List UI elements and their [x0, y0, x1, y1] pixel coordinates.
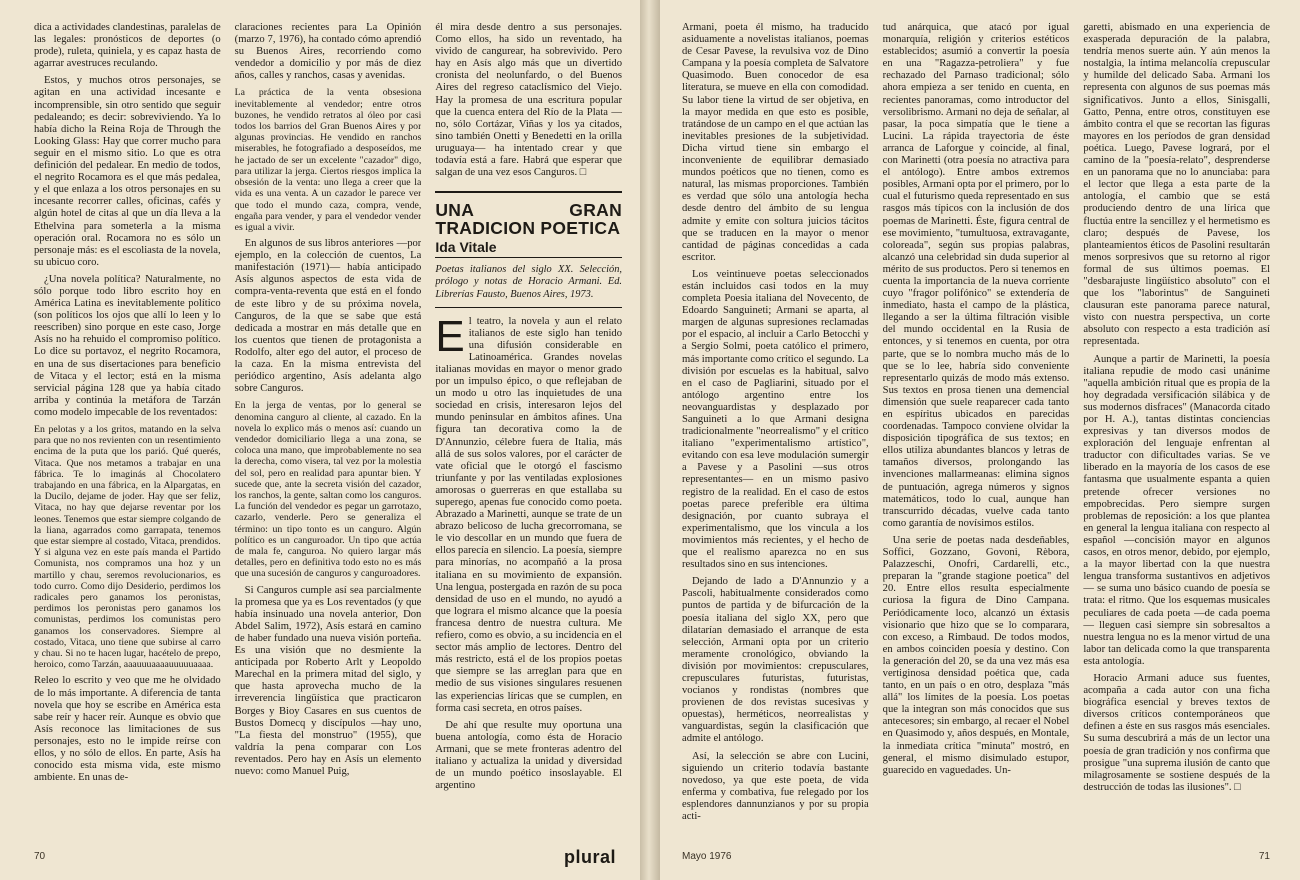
- article-author: Ida Vitale: [435, 241, 622, 258]
- paragraph: Estos, y muchos otros personajes, se agitan en una actividad incesante e incomprensible, sin otro sentido que seguir pedaleando; es decir: sobreviviendo. Ya lo había dicho la Reina Roja de Through the Looking Glass: Hay que correr mucho para seguir en el mismo sitio. Lo que es otra definición del pedalear. En medio de todos, el negrito Rocamora es el que más pedalea, y el que enlaza a los otros personajes en su incesante recorrer calles, oficinas, cafés y algún hotel de citas al que un día lleva a la Ethelvina para someterla a la misma operación oral. Rocamora no es sólo un personaje más: es el escoliasta de la novela, su ubicuo coro.: [34, 75, 221, 268]
- paragraph: tud anárquica, que atacó por igual monarquía, religión y criterios estéticos establecidos; asumió a convertir la poesía en una "Ragazza-petroliera" y fue rechazado del Parnaso tradicional; sólo ahora empieza a ser tenido en cuenta, en recientes panoramas, como introductor del versolibrismo. Armani no deja de señalar, al pasar, la poca simpatía que le tiene a Lucini. La rápida trayectoria de éste arranca de Laforgue y coincide, al final, con Marinetti (otra poesía no atractiva para el antólogo). Entre ambos extremos posibles, Armani opta por el primero, por lo cual el futurismo queda representado en sus rasgos más típicos con la inclusión de dos poemas de Marinetti. Éste, figura central de ese movimiento, "tumultuosa, extravagante, coloreada", según sus propias palabras, alcanzó una celebridad sin duda superior al mérito de sus productos. Pero si tenemos en cuenta la importancia de la nueva corriente cuyo "fragor polifónico" se extendería de inmediato, hasta el campo de la plástica, llegando a ser la última filtración visible del mundo occidental en la Rusia de entonces, y si tenemos en cuenta, por otra parte, que se lo nombra mucho más de lo que se lo lee, habría sido conveniente representarlo quizás de modo más extenso. Sus textos en prosa tienen una demencial dimensión que suele reaparecer cada tanto en espíritus ubicados en parecidas coordenadas. Tampoco conviene olvidar la disposición tipográfica de sus textos; en ellos utiliza abundantes blancos y letras de tamaños diversos, prolongando las invenciones mallarmeanas: elimina signos de puntuación, agrega números y signos matemáticos, todo lo cual, aunque han transcurrido décadas, vuelve cada tanto como garantía de novísimos estilos.: [882, 22, 1070, 529]
- paragraph: dica a actividades clandestinas, paralelas de las legales: pronósticos de deportes (o prode), ruleta, quiniela, y es capaz hasta de agarrar avestruces reculando.: [34, 22, 221, 70]
- block-quote: En pelotas y a los gritos, matando en la selva para que no nos revienten con un resentimiento encima de la puta que los parió. Qué querés, Vitaca. Que nos metamos a trabajar en una fábrica. Te lo imaginás al Chocolatero trabajando en una fábrica, en la Alpargatas, en la Ducilo, dejame de joder. Hay que ser feliz, Vitaca, no hay que dejarse reventar por los leones. Tenemos que estar siempre colgando de la liana, agarrados como garrapata, tenemos que estar siempre al costado, Vitaca, prendidos. Y si alguna vez en este país manda el Partido Comunista, nos compramos una hoz y un martillo y chau, seremos revolucionarios, es todo curro. Como dijo Desiderio, perdimos los radicales pero ganamos los peronistas, perdimos los peronistas pero ganamos los comunistas, perdimos los comunistas pero ganamos los conservadores. Siempre al costado, Vitaca, uno tiene que subirse al carro y chau. Si no te hacen lugar, hacételo de prepo, heroico, como Tarzán, aaauuuaaaauuuuuaaaa.: [34, 424, 221, 671]
- page-number-left: 70: [34, 851, 46, 862]
- paragraph: Releo lo escrito y veo que me he olvidado de lo más importante. A diferencia de tanta novela que hoy se escribe en América esta sabe reír y hacer reír. Aunque es obvio que Asís reconoce las limitaciones de sus personajes, esto no le impide reírse con ellos, y no sólo de ellos. En parte, Asís ha conocido esta misma vida, este mismo ambiente. En unas de-: [34, 675, 221, 784]
- paragraph: En algunos de sus libros anteriores —por ejemplo, en la colección de cuentos, La manifestación (1971)— había anticipado Asís algunos aspectos de esta vida de compra-venta-reventa que está en el fondo de este libro y de su próxima novela, Canguros, de la que se sabe que está dedicada a mostrar en más detalle que en los cuentos que tienen de protagonista a Rodolfo, alter ego del autor, el proceso de la caza. En la misma entrevista del periódico argentino, Asís adelanta algo sobre Canguros.: [234, 238, 422, 395]
- book-gutter: [640, 0, 660, 880]
- left-column-1: [34, 22, 221, 822]
- article-heading: UNA GRAN TRADICION POETICA: [435, 191, 622, 237]
- left-column-2: [235, 22, 422, 822]
- paragraph: Horacio Armani aduce sus fuentes, acompaña a cada autor con una ficha biográfica esencial y breves textos de diversos críticos contemporáneos que definen a éste en sus rasgos más esenciales. Su suma descubrirá a más de un lector una poesía de gran tradición y nos confirma que prosigue "una suprema ilusión de canto que milagrosamente se sostiene después de la destrucción de todas las ilusiones". □: [1083, 672, 1271, 793]
- right-column-2: [883, 22, 1070, 822]
- paragraph: Si Canguros cumple así sea parcialmente la promesa que ya es Los reventados (y que había insinuado una novela anterior, Don Abdel Salim, 1972), Asís estará en camino de haber fundado una nueva visión porteña. Es una visión que no desmiente la anticipada por Roberto Arlt y Leopoldo Marechal en la primera mitad del siglo, y que hasta aprovecha mucho de la irreverencia lingüística que practicaron Borges y Bioy Casares en sus cuentos de Bustos Domecq y discípulos —hay uno, "La fiesta del monstruo" (1955), que valdría la pena comparar con Los reventados. Pero hay en Asís un elemento nuevo: como Manuel Puig,: [234, 584, 422, 777]
- issue-date: Mayo 1976: [682, 851, 732, 862]
- paragraph: él mira desde dentro a sus personajes. Como ellos, ha sido un reventado, ha vivido de cangurear, ha sobrevivido. Pero hay en Asís algo más que un divertido cronista del neolunfardo, o del Buenos Aires del regreso cataclísmico del Viejo. Hay la promesa de una escritura popular que la cuenca entera del Río de la Plata —no, sólo Cortázar, Viñas y los ya citados, sino también Onetti y Benedetti en la orilla uruguaya— ha intentado crear y que todavía está a fare. Habrá que esperar que salgan de una vez esos Canguros. □: [435, 22, 623, 179]
- paragraph: garetti, abismado en una experiencia de exasperada depuración de la palabra, tendría menos suerte aún. Y aún menos la nostalgia, la íntima melancolía crepuscular y humilde del delicado Saba. Armani los representa con algunos de sus poemas más significativos. Junto a ellos, Sinisgalli, Gatto, Penna, entre otros, constituyen ese ámbito contra el que se recortan las figuras mayores en los períodos de gran densidad poética. Luego, Pavese logrará, por el camino de la "poesía-relato", desprenderse en un panorama que no lo anunciaba: para el lector que llega a esta parte de la antología, el cambio que se está produciendo dentro de una lírica que fluctúa entre la sencillez y el hermetismo es claro; después de Pavese, los planteamientos éticos de Pasolini resultarán menos sorpresivos que su retorno al rigor formal de sus últimos poemas. El "desbarajuste lingüístico absoluto" con el que los "laborintus" de Sanguineti clausuran este panorama parece natural, visto con nuestra perspectiva, un corte absoluto con respecto a esta tradición así representada.: [1083, 22, 1271, 348]
- paragraph: Dejando de lado a D'Annunzio y a Pascoli, habitualmente considerados como puntos de partida y de bifurcación de la poesía italiana del siglo XX, pero que dilatarían demasiado el arranque de esta selección, Armani opta por un criterio meramente cronológico, obviando la división por movimientos: crepusculares, crepusculares futuristas, futuristas, vocianos y rondistas (nombres que provienen de dos revistas sucesivas y opuestas), herméticos, neorrealistas y vanguardistas, según la clasificación que admite el antólogo.: [682, 576, 869, 745]
- paragraph: claraciones recientes para La Opinión (marzo 7, 1976), ha contado cómo aprendió su Buenos Aires, recorriendo como vendedor a domicilio y por más de diez años, calles y ranchos, casas y avenidas.: [234, 22, 422, 82]
- paragraph: Así, la selección se abre con Lucini, siguiendo un criterio todavía bastante novedoso, ya que este poeta, de vida enferma y combativa, fue relegado por los esplendores dannunzianos y por su propia acti-: [682, 750, 869, 822]
- right-page: [660, 0, 1300, 880]
- paragraph: ¿Una novela política? Naturalmente, no sólo porque todo libro escrito hoy en América Latina es inevitablemente político (son políticos los ojos que allí lo leen y lo reescriben) sino porque en este caso, Jorge Asís no ha rehuido el compromiso político. Lo dice su portavoz, el negrito Rocamora, en una de sus disertaciones para beneficio de Vitaca y el lector; está en la misma servicial página 128 que ya había citado arriba y continúa la metáfora de Tarzán como modelo impecable de los reventados:: [34, 273, 221, 418]
- paragraph: Los veintinueve poetas seleccionados están incluidos casi todos en la muy completa Poesia italiana del Novecento, de Edoardo Sanguineti; Armani se aparta, al margen de algunas supresiones reclamadas por el espacio, al incluir a Carlo Betocchi y a Sergio Solmi, poeta católico el primero, más importante como crítico el segundo. La división por escuelas es la habitual, salvo en el caso de Pagliarini, situado por el antólogo argentino entre los neovanguardistas y desplazado por Sanguineti a lo que Armani designa tradicionalmente "neorrealismo" y el crítico italiano "experimentalismo artístico", evitando con esa leve modulación sumergir a Pavese y a Pasolini —sus otros representantes— en un mismo pasivo registro de la realidad. En el caso de estos poetas parece preferible era última designación, por cuanto subraya el experimentalismo, que los vincula a los movimientos más recientes, y el hecho de que el realismo aparezca no en sus resultados sino en sus intenciones.: [682, 268, 869, 571]
- book-reference: Poetas italianos del siglo XX. Selección, prólogo y notas de Horacio Armani. Ed. Librerías Fausto, Buenos Aires, 1973.: [435, 264, 622, 307]
- block-quote: En la jerga de ventas, por lo general se denomina canguro al cliente, al cazado. En la novela lo explico más o menos así: cuando un vendedor domiciliario llega a una zona, se coloca una mano, que improbablemente no sea la derecha, como visera, tal vez por la molestia del sol, pero en realidad para apuntar bien. Y sucede que, ante la secreta visión del cazador, los ranchos, la gente, saltan como los canguros. La función del vendedor es pegar un garrotazo, cazarlo, venderle. Pero se generaliza el término: un tipo tonto es un canguro. Algún político es un canguroador. Un tipo que actúa de mala fe, canguroa. No quiero largar más detalles, pero en definitiva todo esto no es más que una sucesión de canguros y canguroadores.: [234, 400, 422, 580]
- paragraph: Armani, poeta él mismo, ha traducido asiduamente a novelistas italianos, poemas de Cesar Pavese, la revulsiva voz de Dino Campana y la poesía completa de Salvatore Quasimodo. Buen conocedor de esa literatura, se mueve en ella con comodidad. Su labor tiene la virtud de ser objetiva, en la mayor medida en que esto es posible, tratándose de un campo en el que actúan las inevitables presiones de la subjetividad. Dicha virtud tiene sin embargo el inconveniente de equilibrar demasiado mundos poéticos que no tienen, como es natural, las mismas proporciones. También es verdad que sólo una antología hecha desde dentro del ámbito de su lengua admite y emite con soltura juicios tácitos que se traducen en la mayor o menor cantidad de páginas concedidas a cada escritor.: [682, 22, 869, 263]
- block-quote: La práctica de la venta obsesiona inevitablemente al vendedor; entre otros buzones, he vendido retratos al óleo por casi todos los barrios del Gran Buenos Aires y por algunas provincias. He vendido en ranchos miserables, he fotografiado a desposeídos, me he jactado de ser un excelente "cazador" digo, para utilizar la jerga. Ciertos riesgos implica la obsesión de la venta: uno llega a creer que la vida es una venta. A un cazador le parece ver que todo el mundo caza, compra, vende, engaña para vender, y para el vendedor vender es igual a vivir.: [234, 87, 422, 233]
- plural-logo: plural: [563, 847, 616, 867]
- left-column-3: [435, 22, 622, 822]
- page-number-right: 71: [1258, 851, 1270, 862]
- paragraph-dropcap: El teatro, la novela y aun el relato italianos de este siglo han tenido una difusión considerable en Latinoamérica. Grandes novelas italianas movidas en mayor o menor grado por un impulso épico, o que reflejaban de un modo u otro las inquietudes de una sociedad en crisis, interesaron lejos del mundo peninsular en ámbitos afines. Una figura tan decorativa como la de D'Annunzio, célebre fuera de Italia, más allá de sus solos valores, por el carácter de vate oficial que le otorgó el fascismo triunfante y por las ventiladas explosiones amorosas o guerreras en que estallaba su superego, apenas fue conocido como poeta. Abrazado a Marinetti, aunque se trate de un abrazo belicoso de lucha grecorromana, se le vio descollar en un mundo que fuera de ellos parecía en silencio. La poesía, siempre para minorías, no acompañó a la prosa italiana en su movimiento de expansión. Una lengua, postergada en razón de su poca densidad de uso en el mundo, no ayudó a que lograra el mismo alcance que la poesía francesa dentro de nuestra cultura. Me refiero, como es obvio, a su incidencia en el sector más amplio de lectores. Dentro del más restricto, está el de los propios poetas que siempre se las arreglan para que en medio de sus visiones singulares resuenen las experiencias líricas que se cumplen, en forma casi secreta, en otros países.: [435, 311, 623, 714]
- paragraph: De ahí que resulte muy oportuna una buena antología, como ésta de Horacio Armani, que se mete fronteras adentro del italiano y actualiza la unidad y diversidad de un mundo poético insoslayable. El argentino: [435, 719, 623, 792]
- paragraph: Una serie de poetas nada desdeñables, Soffici, Gozzano, Govoni, Rèbora, Palazzeschi, Onofri, Cardarelli, etc., preparan la "grande stagione poetica" del 20. Entre ellos resulta especialmente curiosa la figura de Dino Campana. Periódicamente loco, alcanzó un éxtasis visionario que hizo que se lo comparara, con exceso, a Rimbaud. De todos modos, en ambos coinciden poesía y destino. Con la generación del 20, se da una vez más esa vertiginosa densidad poética que, cada tanto, en un país o en otro, desplaza "más allá" los límites de la poesía. Los poetas que la integran son más conocidos que sus antecesores; sin embargo, al recaer el Nobel en Quasimodo y, años después, en Montale, la inmediata crítica "minuta" mostró, en general, el mismo disimulado estupor, guarecido en vaguedades. Un-: [882, 534, 1070, 776]
- left-page: [0, 0, 640, 880]
- paragraph: Aunque a partir de Marinetti, la poesía italiana repudie de modo casi unánime "aquella ambición ritual que es propia de la hoy degradada versificación silábica y de sus modernos disfraces" (Manacorda citado por H. A.), tantas distintas conciencias expresivas y tan diversos modos de exploración del lenguaje enfrentan al traductor con dificultades varias. Se ve liberado en la mayoría de los casos de ese fantasma que usualmente espanta a quien pretende ofrecer versiones no empobrecidas. Pero siempre surgen problemas de reposición: a los que plantea en general la lengua italiana con respecto al español —concisión mayor en algunos casos, en otros menor, debido, por ejemplo, a la mayor libertad con la que nuestra lengua transforma sustantivos en adjetivos— se suma uno básico cuando de poesía se trata: el ritmo. Que los esquemas musicales peculiares de cada poeta —de cada poema— lleguen casi siempre sin sobresaltos a nuestra lengua no es la menor virtud de una labor tan delicada como la que transparenta esta antología.: [1083, 353, 1271, 667]
- right-column-3: [1083, 22, 1270, 822]
- right-column-1: [682, 22, 869, 822]
